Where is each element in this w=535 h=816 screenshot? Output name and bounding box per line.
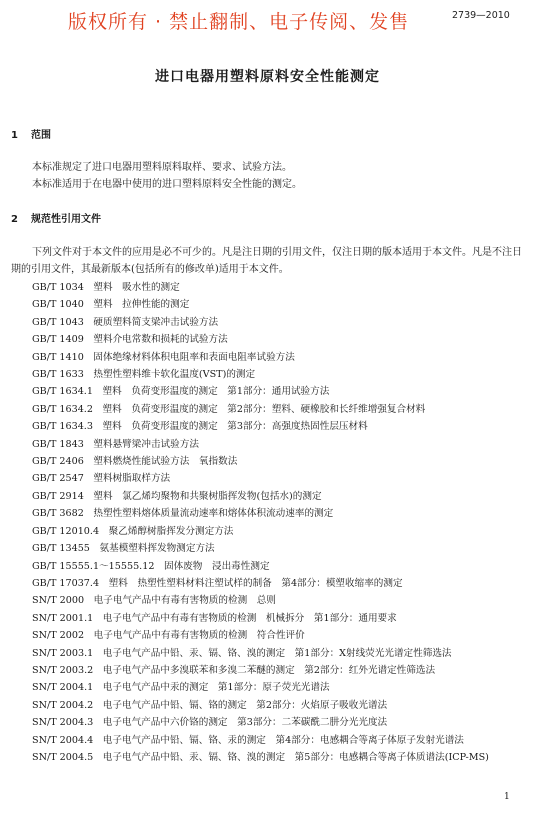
reference-item bbox=[11, 575, 523, 592]
reference-code: GB/T 1040 bbox=[32, 299, 84, 311]
reference-code: GB/T 1633 bbox=[32, 369, 84, 381]
reference-code: GB/T 12010.4 bbox=[32, 525, 100, 537]
normative-references-list bbox=[11, 279, 523, 766]
reference-title: 电子电气产品中多溴联苯和多溴二苯醚的测定 第2部分：红外光谱定性筛选法 bbox=[93, 664, 436, 676]
reference-item bbox=[11, 401, 523, 418]
reference-code: GB/T 15555.1～15555.12 bbox=[32, 560, 155, 572]
reference-item bbox=[11, 436, 523, 453]
reference-title: 电子电气产品中有毒有害物质的检测 符合性评价 bbox=[84, 630, 305, 642]
reference-code: GB/T 1634.2 bbox=[32, 403, 93, 415]
reference-item bbox=[11, 645, 523, 662]
reference-item bbox=[11, 331, 523, 348]
reference-title: 电子电气产品中六价铬的测定 第3部分：二苯碳酰二肼分光光度法 bbox=[93, 717, 388, 729]
section-2-intro: 下列文件对于本文件的应用是必不可少的。凡是注日期的引用文件，仅注日期的版本适用于本文件。凡是不注日期的引用文件，其最新版本(包括所有的修改单)适用于本文件。 bbox=[11, 247, 522, 276]
reference-item bbox=[11, 749, 523, 766]
reference-title: 聚乙烯醇树脂挥发分测定方法 bbox=[99, 525, 234, 537]
copyright-watermark: 版权所有 · 禁止翻制、电子传阅、发售 bbox=[68, 11, 410, 33]
reference-code: GB/T 1410 bbox=[32, 351, 84, 363]
reference-code: GB/T 1043 bbox=[32, 316, 84, 328]
reference-title: 塑料 负荷变形温度的测定 第1部分：通用试验方法 bbox=[92, 386, 330, 398]
section-1-paragraph: 本标准适用于在电器中使用的进口塑料原料安全性能的测定。 bbox=[32, 179, 302, 190]
reference-code: GB/T 2914 bbox=[32, 490, 84, 502]
reference-code: SN/T 2004.4 bbox=[32, 734, 94, 746]
reference-code: SN/T 2003.2 bbox=[32, 664, 94, 676]
section-1-paragraph: 本标准规定了进口电器用塑料原料取样、要求、试验方法。 bbox=[32, 162, 292, 173]
reference-title: 塑料 拉伸性能的测定 bbox=[83, 299, 190, 311]
reference-title: 电子电气产品中铅、汞、镉、铬、溴的测定 第5部分：电感耦合等离子体质谱法(ICP-MS) bbox=[93, 751, 489, 763]
reference-item bbox=[11, 540, 523, 557]
reference-item bbox=[11, 366, 523, 383]
section-number: 2 bbox=[11, 214, 18, 225]
reference-code: GB/T 13455 bbox=[32, 543, 90, 555]
reference-item bbox=[11, 453, 523, 470]
reference-code: SN/T 2001.1 bbox=[32, 612, 94, 624]
reference-title: 电子电气产品中铅、汞、镉、铬、溴的测定 第1部分：X射线荧光光谱定性筛选法 bbox=[93, 647, 452, 659]
reference-title: 塑料介电常数和损耗的试验方法 bbox=[83, 334, 228, 346]
reference-title: 塑料 负荷变形温度的测定 第2部分：塑料、硬橡胶和长纤维增强复合材料 bbox=[92, 403, 426, 415]
reference-title: 塑料燃烧性能试验方法 氧指数法 bbox=[83, 456, 238, 468]
reference-code: GB/T 1634.1 bbox=[32, 386, 93, 398]
reference-item bbox=[11, 314, 523, 331]
reference-item bbox=[11, 349, 523, 366]
reference-item bbox=[11, 296, 523, 313]
reference-item bbox=[11, 610, 523, 627]
reference-code: GB/T 1634.3 bbox=[32, 421, 93, 433]
reference-title: 塑料 热塑性塑料材料注塑试样的制备 第4部分：模塑收缩率的测定 bbox=[99, 577, 403, 589]
section-1-heading bbox=[11, 126, 51, 141]
reference-item bbox=[11, 679, 523, 696]
page-number: 1 bbox=[504, 792, 510, 802]
reference-item bbox=[11, 714, 523, 731]
reference-item bbox=[11, 627, 523, 644]
reference-title: 塑料 负荷变形温度的测定 第3部分：高强度热固性层压材料 bbox=[92, 421, 368, 433]
reference-title: 塑料 吸水性的测定 bbox=[83, 282, 180, 293]
reference-code: GB/T 17037.4 bbox=[32, 577, 100, 589]
reference-item bbox=[11, 523, 523, 540]
reference-code: SN/T 2002 bbox=[32, 630, 85, 642]
reference-code: SN/T 2004.2 bbox=[32, 699, 94, 711]
reference-title: 电子电气产品中铅、镉、铬的测定 第2部分：火焰原子吸收光谱法 bbox=[93, 699, 388, 711]
reference-title: 电子电气产品中有毒有害物质的检测 总则 bbox=[84, 595, 276, 607]
reference-code: GB/T 1409 bbox=[32, 334, 84, 346]
reference-item bbox=[11, 488, 523, 505]
section-number: 1 bbox=[11, 130, 18, 141]
reference-title: 氨基模塑料挥发物测定方法 bbox=[89, 543, 215, 555]
reference-item bbox=[11, 505, 523, 522]
reference-item bbox=[11, 418, 523, 435]
reference-title: 热塑性塑料熔体质量流动速率和熔体体积流动速率的测定 bbox=[83, 508, 334, 520]
reference-title: 电子电气产品中有毒有害物质的检测 机械拆分 第1部分：通用要求 bbox=[93, 612, 397, 624]
section-title: 规范性引用文件 bbox=[31, 214, 101, 225]
reference-code: GB/T 2406 bbox=[32, 456, 84, 468]
section-title: 范围 bbox=[31, 130, 51, 141]
reference-code: SN/T 2004.3 bbox=[32, 717, 94, 729]
reference-title: 塑料悬臂梁冲击试验方法 bbox=[83, 438, 199, 450]
reference-code: SN/T 2004.5 bbox=[32, 751, 94, 763]
reference-title: 电子电气产品中铅、镉、铬、汞的测定 第4部分：电感耦合等离子体原子发射光谱法 bbox=[93, 734, 464, 746]
reference-item bbox=[11, 662, 523, 679]
reference-title: 塑料 氯乙烯均聚物和共聚树脂挥发物(包括水)的测定 bbox=[83, 490, 322, 502]
reference-code: GB/T 2547 bbox=[32, 473, 84, 485]
reference-code: GB/T 1843 bbox=[32, 438, 84, 450]
reference-code: GB/T 3682 bbox=[32, 508, 84, 520]
reference-item bbox=[11, 383, 523, 400]
reference-code: SN/T 2003.1 bbox=[32, 647, 94, 659]
reference-title: 塑料树脂取样方法 bbox=[83, 473, 171, 485]
reference-title: 固体绝缘材料体积电阻率和表面电阻率试验方法 bbox=[83, 351, 295, 363]
reference-item bbox=[11, 592, 523, 609]
reference-title: 电子电气产品中汞的测定 第1部分：原子荧光光谱法 bbox=[93, 682, 330, 694]
reference-code: GB/T 1034 bbox=[32, 282, 84, 293]
standard-number: 2739—2010 bbox=[452, 10, 510, 21]
reference-title: 硬质塑料简支梁冲击试验方法 bbox=[83, 316, 219, 328]
reference-code: SN/T 2000 bbox=[32, 595, 85, 607]
reference-item bbox=[11, 470, 523, 487]
reference-item bbox=[11, 697, 523, 714]
reference-item bbox=[11, 558, 523, 575]
reference-title: 固体废物 浸出毒性测定 bbox=[154, 560, 270, 572]
reference-code: SN/T 2004.1 bbox=[32, 682, 94, 694]
reference-title: 热塑性塑料维卡软化温度(VST)的测定 bbox=[83, 369, 256, 381]
document-title: 进口电器用塑料原料安全性能测定 bbox=[155, 69, 380, 85]
section-2-heading bbox=[11, 210, 101, 225]
reference-item bbox=[11, 732, 523, 749]
reference-item bbox=[11, 279, 523, 296]
